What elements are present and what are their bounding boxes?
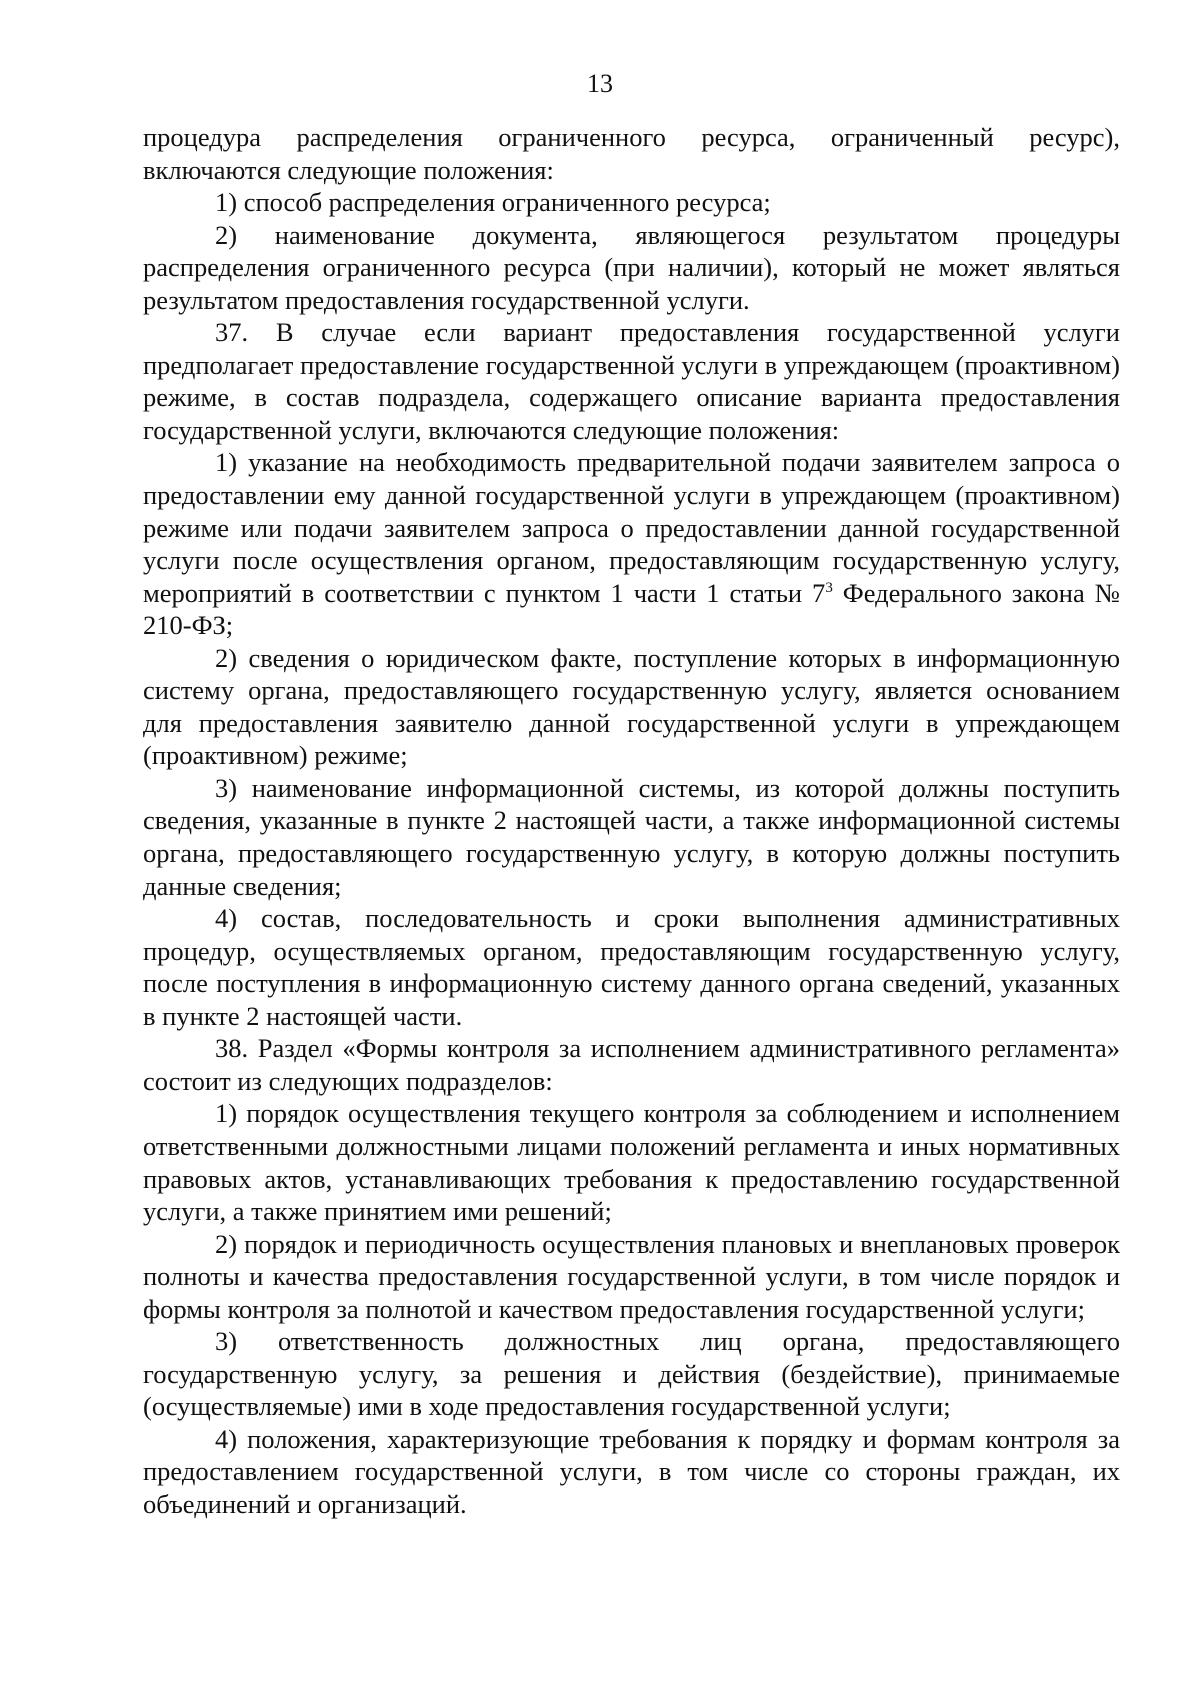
page-number: 13 <box>587 69 613 98</box>
clause-38: 38. Раздел «Формы контроля за исполнением административного регламента» состоит из следующих подразделов: <box>143 1033 1120 1096</box>
list-item-37-4: 4) состав, последовательность и сроки выполнения административных процедур, осуществляемых органом, предоставляющим государственную услугу, после поступления в информационную систему данного органа сведений, указанных в пункте 2 настоящей части. <box>143 903 1120 1031</box>
document-body <box>143 121 1120 1521</box>
list-item-36-2: 2) наименование документа, являющегося результатом процедуры распределения ограниченного ресурса (при наличии), который не может являться результатом предоставления государственной услуги. <box>143 219 1120 315</box>
list-item-37-1-tail: Федерального закона № 210-ФЗ; <box>143 577 1120 641</box>
superscript-article-number: 3 <box>825 579 833 596</box>
paragraph-intro-continuation: процедура распределения ограниченного ресурса, ограниченный ресурс), включаются следующие положения: <box>143 122 1120 185</box>
clause-37: 37. В случае если вариант предоставления государственной услуги предполагает предоставление государственной услуги в упреждающем (проактивном) режиме, в состав подраздела, содержащего описание варианта предоставления государственной услуги, включаются следующие положения: <box>143 317 1120 445</box>
list-item-37-2: 2) сведения о юридическом факте, поступление которых в информационную систему органа, предоставляющего государственную услугу, является основанием для предоставления заявителю данной государственной услуги в упреждающем (проактивном) режиме; <box>143 642 1120 771</box>
list-item-37-1-text: 1) указание на необходимость предварительной подачи заявителем запроса о предоставлении ему данной государственной услуги в упреждающем (проактивном) режиме или подачи заявителем запроса о предоставлении данной государственной услуги после осуществления органом, предоставляющим государственную услугу, мероприятий в соответствии с пунктом 1 части 1 статьи 7 <box>143 447 1120 608</box>
list-item-37-1 <box>143 446 1120 641</box>
list-item-38-2: 2) порядок и периодичность осуществления плановых и внеплановых проверок полноты и качества предоставления государственной услуги, в том числе порядок и формы контроля за полнотой и качеством предоставления государственной услуги; <box>143 1228 1120 1324</box>
list-item-38-3: 3) ответственность должностных лиц органа, предоставляющего государственную услугу, за решения и действия (бездействие), принимаемые (осуществляемые) ими в ходе предоставления государственной услуги; <box>143 1326 1120 1422</box>
list-item-38-4: 4) положения, характеризующие требования к порядку и формам контроля за предоставлением государственной услуги, в том числе со стороны граждан, их объединений и организаций. <box>143 1423 1120 1519</box>
list-item-38-1: 1) порядок осуществления текущего контроля за соблюдением и исполнением ответственными должностными лицами положений регламента и иных нормативных правовых актов, устанавливающих требования к предоставлению государственной услуги, а также принятием ими решений; <box>143 1098 1120 1227</box>
list-item-36-1: 1) способ распределения ограниченного ресурса; <box>215 187 771 218</box>
list-item-37-3: 3) наименование информационной системы, из которой должны поступить сведения, указанные в пункте 2 настоящей части, а также информационной системы органа, предоставляющего государственную услугу, в которую должны поступить данные сведения; <box>143 772 1120 901</box>
